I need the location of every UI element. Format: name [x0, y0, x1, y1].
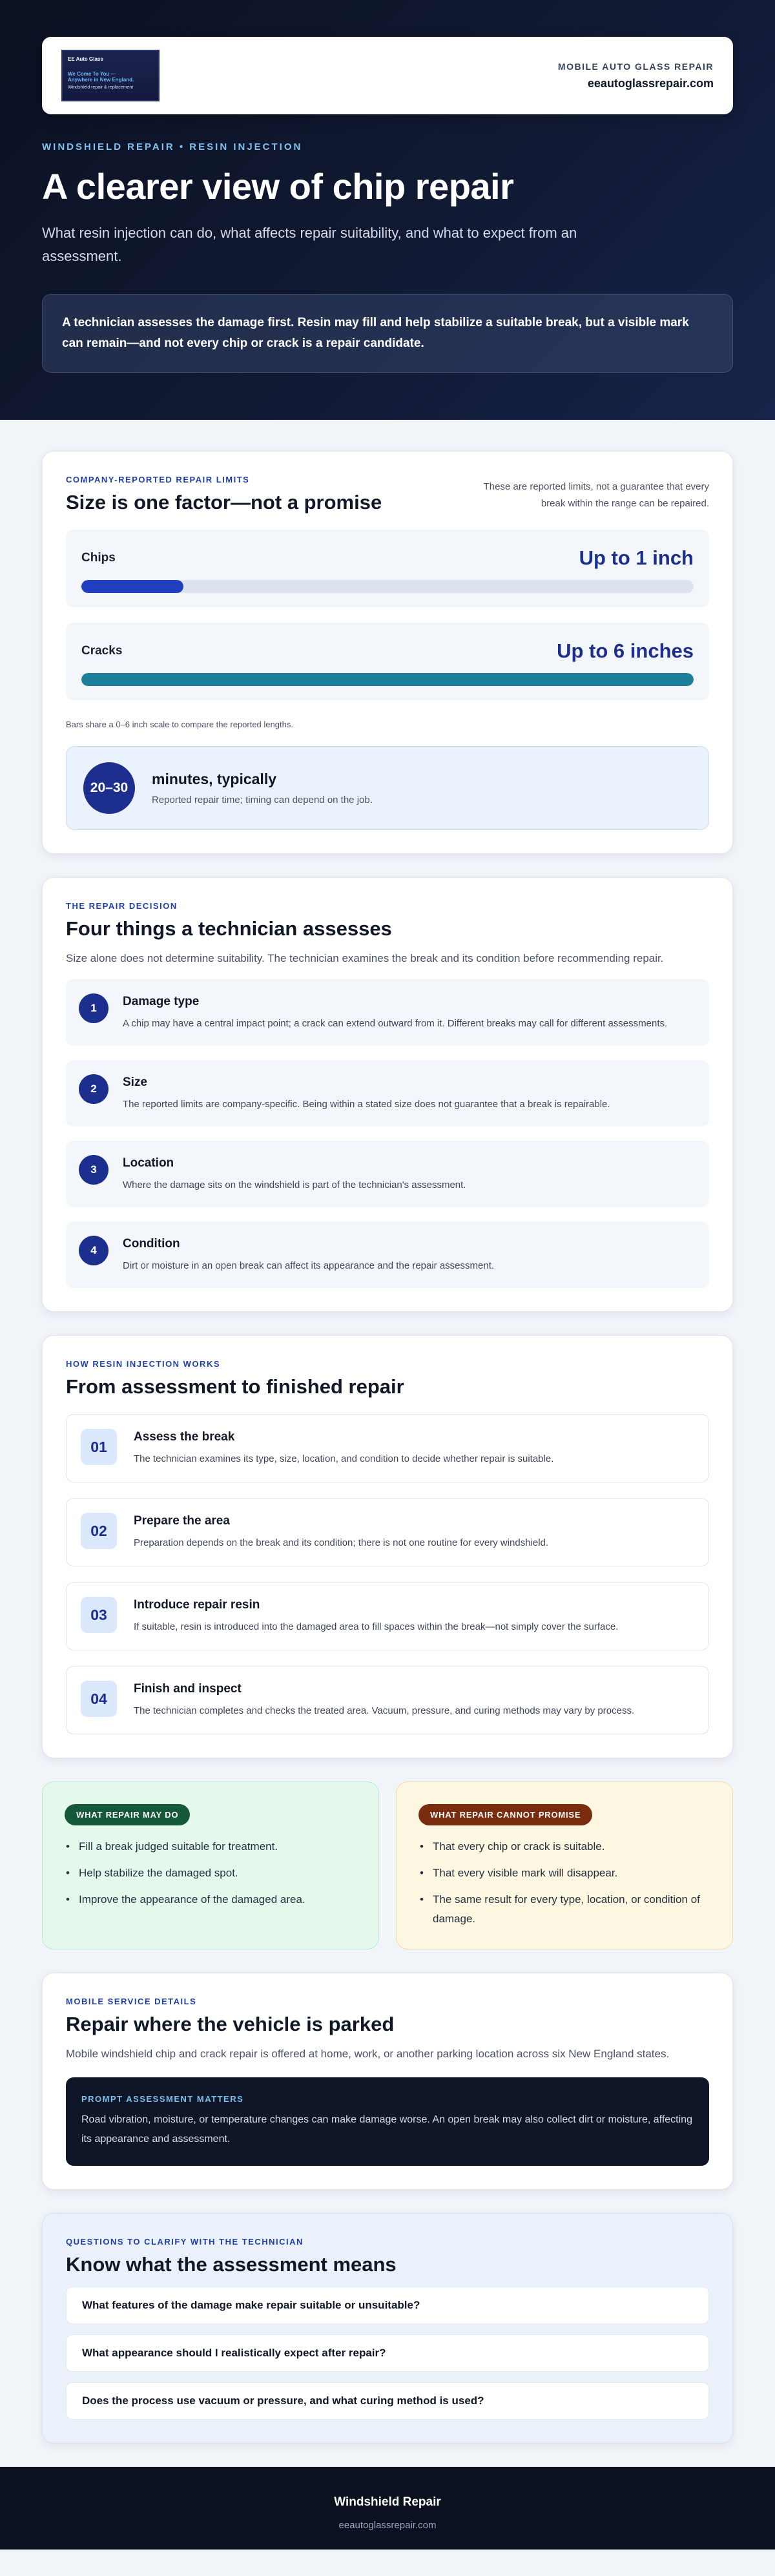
bar-scale-caption: Bars share a 0–6 inch scale to compare the reported lengths.: [66, 720, 293, 729]
cannot-promise-list: [418, 1837, 710, 1929]
what-repair-cannot-promise-card: [396, 1781, 733, 1949]
repair-process-card: [42, 1335, 733, 1758]
brand-header: [42, 37, 733, 114]
step-description: The technician examines its type, size, location, and condition to decide whether repair is suitable.: [134, 1453, 554, 1464]
bar-label: Cracks: [81, 644, 123, 658]
item-title: Location: [123, 1156, 174, 1170]
list-item: [66, 979, 709, 1046]
list-item: [66, 1141, 709, 1207]
limits-title: Size is one factor—not a promise: [66, 491, 382, 514]
time-description: Reported repair time; timing can depend on the job.: [152, 795, 373, 805]
cracks-limit-bar: [66, 623, 709, 700]
list-item: • Improve the appearance of the damaged area.: [65, 1890, 356, 1909]
step-title: Introduce repair resin: [134, 1598, 260, 1612]
question-item: What features of the damage make repair suitable or unsuitable?: [66, 2287, 709, 2324]
list-item: • That every chip or crack is suitable.: [418, 1837, 710, 1856]
list-item: • Help stabilize the damaged spot.: [65, 1864, 356, 1883]
page-title: A clearer view of chip repair: [42, 166, 514, 207]
assess-intro: Size alone does not determine suitability. The technician examines the break and its condition before recommending repair.: [66, 952, 664, 964]
prompt-assessment-kicker: PROMPT ASSESSMENT MATTERS: [81, 2094, 244, 2104]
list-item: [66, 1060, 709, 1127]
hero-section: [0, 0, 775, 420]
mobile-title: Repair where the vehicle is parked: [66, 2013, 395, 2035]
item-number: 4: [79, 1236, 108, 1265]
process-step: [66, 1666, 709, 1734]
process-kicker: HOW RESIN INJECTION WORKS: [66, 1359, 221, 1369]
brand-kicker: MOBILE AUTO GLASS REPAIR: [557, 61, 714, 72]
questions-card: [42, 2213, 733, 2444]
step-number: 02: [81, 1513, 117, 1549]
prompt-assessment-box: [66, 2077, 709, 2166]
hero-kicker: WINDSHIELD REPAIR • RESIN INJECTION: [42, 141, 303, 152]
logo-tagline-a: We Come To You —: [68, 71, 116, 77]
limits-note: These are reported limits, not a guarantee that every break within the range can be repaired.: [483, 481, 709, 509]
footer-url-link[interactable]: eeautoglassrepair.com: [338, 2520, 437, 2531]
item-description: Where the damage sits on the windshield is part of the technician's assessment.: [123, 1179, 466, 1190]
question-item: What appearance should I realistically expect after repair?: [66, 2334, 709, 2372]
item-description: Dirt or moisture in an open break can affect its appearance and the repair assessment.: [123, 1260, 495, 1271]
process-step: [66, 1414, 709, 1482]
logo-subline: Windshield repair & replacement: [68, 85, 134, 90]
step-title: Finish and inspect: [134, 1682, 242, 1696]
logo-brand-text: EE Auto Glass: [68, 56, 103, 62]
process-step: [66, 1582, 709, 1650]
question-item: Does the process use vacuum or pressure, and what curing method is used?: [66, 2382, 709, 2420]
item-description: A chip may have a central impact point; a crack can extend outward from it. Different breaks may call for different assessments.: [123, 1018, 668, 1029]
chips-limit-bar: [66, 530, 709, 607]
item-description: The reported limits are company-specific. Being within a stated size does not guarantee that a break is repairable.: [123, 1099, 610, 1110]
may-do-badge: WHAT REPAIR MAY DO: [65, 1804, 190, 1825]
hero-subtitle: What resin injection can do, what affects repair suitability, and what to expect from an assessment.: [42, 225, 577, 264]
cannot-promise-badge: WHAT REPAIR CANNOT PROMISE: [418, 1804, 592, 1825]
logo-tagline-b: Anywhere in New England.: [68, 77, 134, 83]
step-description: The technician completes and checks the treated area. Vacuum, pressure, and curing methods may vary by process.: [134, 1705, 635, 1716]
step-number: 04: [81, 1681, 117, 1717]
brand-info: [558, 61, 714, 90]
repair-time-box: [66, 746, 709, 830]
step-title: Assess the break: [134, 1430, 235, 1444]
time-title: minutes, typically: [152, 771, 277, 787]
list-item: [66, 1221, 709, 1288]
repair-limits-card: [42, 451, 733, 854]
bar-track: [81, 673, 694, 686]
may-do-list: [65, 1837, 356, 1909]
step-number: 01: [81, 1429, 117, 1465]
assess-kicker: THE REPAIR DECISION: [66, 901, 178, 911]
item-number: 2: [79, 1074, 108, 1104]
bar-value: Up to 6 inches: [557, 639, 694, 662]
brand-url-link[interactable]: eeautoglassrepair.com: [587, 76, 714, 90]
time-badge: 20–30: [83, 762, 135, 814]
assessment-factors-card: [42, 877, 733, 1312]
main-content: [0, 420, 775, 2444]
step-description: If suitable, resin is introduced into the damaged area to fill spaces within the break—not simply cover the surface.: [134, 1621, 619, 1632]
assess-title: Four things a technician assesses: [66, 917, 392, 940]
bar-fill-cracks: [81, 673, 694, 686]
step-title: Prepare the area: [134, 1514, 230, 1528]
company-logo[interactable]: [61, 50, 160, 101]
bar-value: Up to 1 inch: [579, 546, 694, 569]
list-item: • That every visible mark will disappear.: [418, 1864, 710, 1883]
questions-title: Know what the assessment means: [66, 2253, 397, 2276]
mobile-service-card: [42, 1973, 733, 2190]
item-number: 1: [79, 993, 108, 1023]
logo-tagline: [68, 71, 153, 83]
footer-title: Windshield Repair: [334, 2495, 441, 2509]
page-footer: [0, 2467, 775, 2550]
what-repair-may-do-card: [42, 1781, 379, 1949]
prompt-assessment-text: Road vibration, moisture, or temperature changes can make damage worse. An open break may also collect dirt or moisture, affecting its appearance and assessment.: [81, 2114, 692, 2145]
bar-fill-chips: [81, 580, 183, 593]
item-title: Damage type: [123, 995, 200, 1008]
limits-kicker: COMPANY-REPORTED REPAIR LIMITS: [66, 475, 250, 484]
item-title: Size: [123, 1075, 148, 1089]
may-cannot-columns: [42, 1781, 733, 1949]
item-number: 3: [79, 1155, 108, 1185]
bar-label: Chips: [81, 551, 116, 565]
hero-callout: A technician assesses the damage first. Resin may fill and help stabilize a suitable break, but a visible mark can remain—and not every chip or crack is a repair candidate.: [42, 294, 733, 373]
questions-kicker: QUESTIONS TO CLARIFY WITH THE TECHNICIAN: [66, 2237, 304, 2247]
mobile-kicker: MOBILE SERVICE DETAILS: [66, 1997, 197, 2006]
bar-track: [81, 580, 694, 593]
step-description: Preparation depends on the break and its condition; there is not one routine for every windshield.: [134, 1537, 549, 1548]
list-item: • The same result for every type, location, or condition of damage.: [418, 1890, 710, 1929]
item-title: Condition: [123, 1237, 180, 1251]
process-step: [66, 1498, 709, 1566]
process-title: From assessment to finished repair: [66, 1375, 404, 1398]
mobile-intro: Mobile windshield chip and crack repair is offered at home, work, or another parking location across six New England states.: [66, 2048, 670, 2060]
list-item: • Fill a break judged suitable for treatment.: [65, 1837, 356, 1856]
step-number: 03: [81, 1597, 117, 1633]
